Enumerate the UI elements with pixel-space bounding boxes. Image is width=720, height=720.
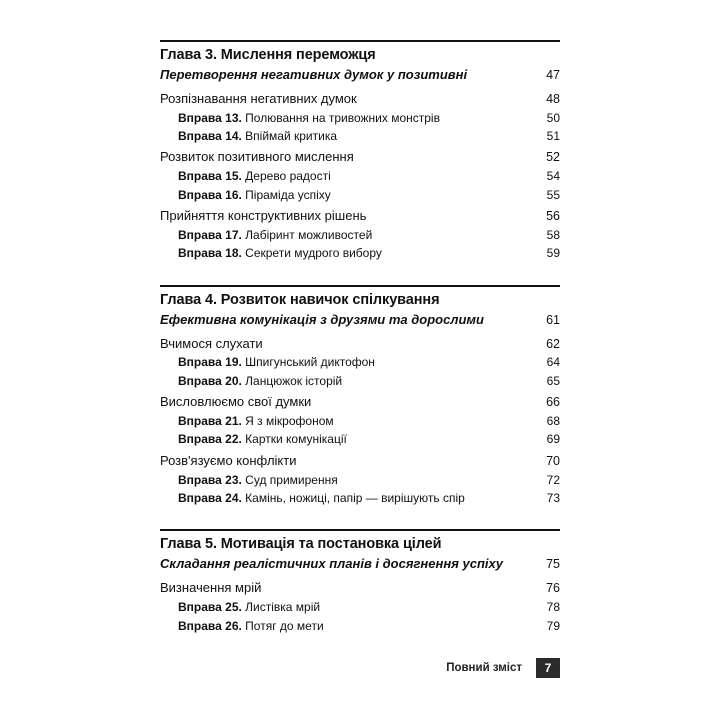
toc-exercise-page: 73 — [546, 491, 560, 506]
toc-section-label: Розвиток позитивного мислення — [160, 149, 354, 165]
toc-section-label: Розпізнавання негативних думок — [160, 90, 357, 106]
toc-exercise-text: Листівка мрій — [245, 600, 321, 615]
toc-exercise-label — [178, 373, 526, 390]
toc-section-page: 52 — [546, 150, 560, 165]
toc-section-row[interactable] — [160, 452, 560, 471]
toc-exercise-row[interactable] — [160, 413, 560, 430]
toc-exercise-page: 69 — [546, 432, 560, 447]
toc-section-row[interactable] — [160, 579, 560, 598]
toc-section-row[interactable] — [160, 207, 560, 226]
toc-exercise-page: 64 — [546, 355, 560, 370]
toc-exercise-text: Лабіринт можливостей — [245, 227, 373, 242]
toc-section-label: Розв'язуємо конфлікти — [160, 452, 297, 468]
chapter-subtitle-label: Ефективна комунікація з друзями та дорослими — [160, 311, 484, 327]
toc-exercise-label — [178, 168, 526, 185]
toc-exercise-text: Потяг до мети — [245, 618, 324, 633]
toc-exercise-page: 50 — [546, 110, 560, 125]
toc-exercise-page: 72 — [546, 472, 560, 487]
toc-exercise-row[interactable] — [160, 110, 560, 127]
chapter-subtitle-label: Перетворення негативних думок у позитивні — [160, 67, 468, 82]
chapter-subtitle-page: 47 — [546, 68, 560, 82]
chapter-subtitle-row[interactable] — [160, 555, 560, 574]
toc-exercise-page: 58 — [546, 227, 560, 242]
footer-page-number: 7 — [536, 658, 560, 678]
toc-section-row[interactable] — [160, 148, 560, 167]
toc-exercise-row[interactable] — [160, 490, 560, 507]
chapter-subtitle-row[interactable] — [160, 66, 560, 85]
toc-exercise-row[interactable] — [160, 472, 560, 489]
toc-exercise-page: 59 — [546, 246, 560, 261]
toc-exercise-page: 54 — [546, 169, 560, 184]
toc-exercise-row[interactable] — [160, 373, 560, 390]
chapter-title: Глава 5. Мотивація та постановка цілей — [160, 529, 560, 552]
toc-exercise-text: Камінь, ножиці, папір — вирішують спір — [245, 491, 465, 506]
toc-exercise-text: Дерево радості — [245, 169, 331, 184]
toc-exercise-label — [178, 110, 526, 127]
toc-exercise-label — [178, 472, 526, 489]
toc-section-label: Визначення мрій — [160, 580, 262, 596]
chapter-block — [160, 285, 560, 508]
toc-section-page: 62 — [546, 336, 560, 351]
chapter-subtitle-label: Складання реалістичних планів і досягнення успіху — [160, 556, 503, 572]
toc-exercise-number: Вправа 23. — [178, 472, 242, 487]
toc-exercise-page: 78 — [546, 600, 560, 615]
toc-exercise-text: Секрети мудрого вибору — [245, 246, 382, 261]
toc-section-page: 66 — [546, 395, 560, 410]
toc-exercise-number: Вправа 24. — [178, 491, 242, 506]
chapter-subtitle-page: 75 — [546, 557, 560, 572]
toc-exercise-row[interactable] — [160, 354, 560, 371]
toc-exercise-row[interactable] — [160, 128, 560, 145]
toc-section-page: 48 — [546, 91, 560, 106]
toc-exercise-text: Шпигунський диктофон — [245, 355, 375, 370]
toc-exercise-number: Вправа 21. — [178, 414, 242, 429]
toc-exercise-row[interactable] — [160, 227, 560, 244]
toc-section-page: 70 — [546, 453, 560, 468]
toc-exercise-label — [178, 413, 526, 430]
toc-exercise-page: 65 — [546, 373, 560, 388]
toc-exercise-number: Вправа 20. — [178, 373, 242, 388]
toc-exercise-row[interactable] — [160, 168, 560, 185]
toc-exercise-number: Вправа 19. — [178, 355, 242, 370]
toc-section-row[interactable] — [160, 335, 560, 354]
toc-exercise-page: 79 — [546, 618, 560, 633]
toc-section-label: Прийняття конструктивних рішень — [160, 208, 367, 224]
chapter-title: Глава 3. Мислення переможця — [160, 40, 560, 63]
toc-exercise-row[interactable] — [160, 187, 560, 204]
toc-section-row[interactable] — [160, 393, 560, 412]
toc-exercise-page: 55 — [546, 187, 560, 202]
toc-exercise-number: Вправа 18. — [178, 246, 242, 261]
toc-exercise-number: Вправа 25. — [178, 600, 242, 615]
toc-exercise-label — [178, 227, 526, 244]
toc-exercise-label — [178, 431, 526, 448]
toc-exercise-number: Вправа 16. — [178, 187, 242, 202]
toc-exercise-row[interactable] — [160, 618, 560, 635]
toc-exercise-number: Вправа 14. — [178, 129, 242, 144]
chapter-subtitle-page: 61 — [546, 312, 560, 327]
toc-exercise-label — [178, 128, 526, 145]
toc-exercise-label — [178, 245, 526, 262]
footer-label: Повний зміст — [446, 662, 522, 674]
toc-exercise-text: Я з мікрофоном — [245, 414, 334, 429]
toc-section-row[interactable] — [160, 90, 560, 109]
toc-exercise-row[interactable] — [160, 245, 560, 262]
toc-exercise-label — [178, 618, 526, 635]
toc-exercise-text: Ланцюжок історій — [245, 373, 343, 388]
toc-exercise-page: 51 — [546, 129, 560, 144]
chapter-subtitle-row[interactable] — [160, 311, 560, 330]
toc-exercise-text: Суд примирення — [245, 472, 338, 487]
toc-exercise-text: Полювання на тривожних монстрів — [245, 110, 440, 125]
toc-section-page: 76 — [546, 581, 560, 596]
toc-exercise-text: Піраміда успіху — [245, 187, 331, 202]
chapter-block — [160, 40, 560, 263]
toc-exercise-label — [178, 354, 526, 371]
toc-exercise-text: Впіймай критика — [245, 129, 338, 144]
toc-exercise-number: Вправа 17. — [178, 227, 242, 242]
toc-exercise-label — [178, 187, 526, 204]
chapter-block — [160, 529, 560, 634]
toc-section-label: Вчимося слухати — [160, 335, 263, 351]
table-of-contents — [160, 40, 560, 635]
toc-exercise-number: Вправа 26. — [178, 618, 242, 633]
toc-exercise-label — [178, 490, 526, 507]
chapter-title: Глава 4. Розвиток навичок спілкування — [160, 285, 560, 308]
toc-exercise-page: 68 — [546, 414, 560, 429]
toc-section-label: Висловлюємо свої думки — [160, 394, 312, 410]
page-footer — [160, 658, 560, 678]
toc-section-page: 56 — [546, 209, 560, 224]
toc-exercise-label — [178, 599, 526, 616]
toc-exercise-number: Вправа 15. — [178, 169, 242, 184]
toc-exercise-number: Вправа 22. — [178, 432, 242, 447]
toc-exercise-text: Картки комунікації — [245, 432, 347, 447]
toc-exercise-row[interactable] — [160, 599, 560, 616]
toc-exercise-number: Вправа 13. — [178, 110, 242, 125]
toc-exercise-row[interactable] — [160, 431, 560, 448]
